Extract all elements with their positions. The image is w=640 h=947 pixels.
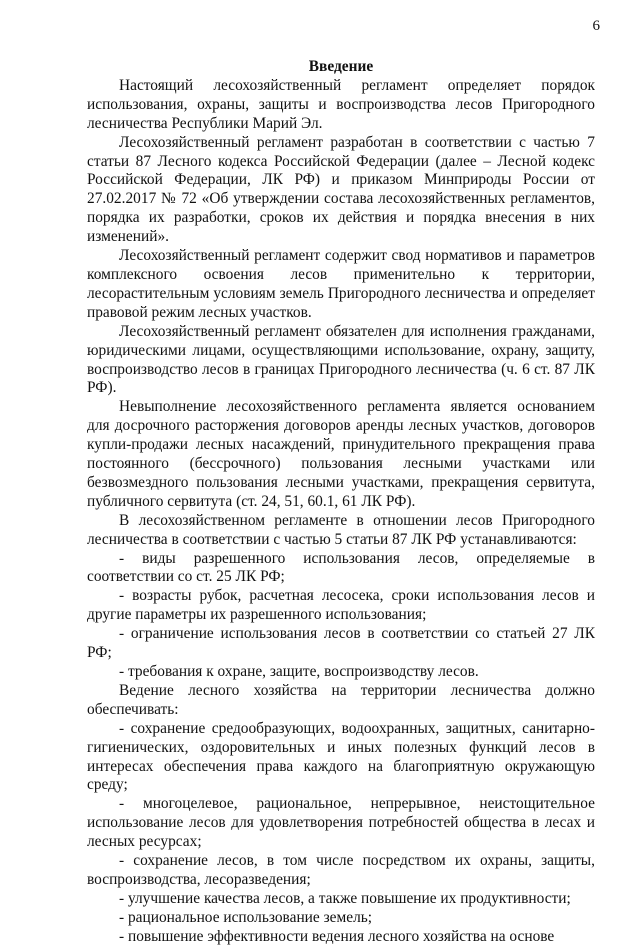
paragraph-obligation: Лесохозяйственный регламент обязателен для исполнения гражданами, юридическими лицами, осуществляющими использование, охрану, защиту, воспроизводство лесов в границах Пригородного лесничества (ч. 6 ст. 87 ЛК РФ). [87,322,595,397]
paragraph-violation: Невыполнение лесохозяйственного регламента является основанием для досрочного расторжения договоров аренды лесных участков, договоров купли-продажи лесных насаждений, принудительного прекращения права постоянного (бессрочного) пользования лесными участками или безвозмездного пользования лесными участками, прекращения сервитута, публичного сервитута (ст. 24, 51, 60.1, 61 ЛК РФ). [87,398,595,510]
document-body [87,58,595,947]
list-item: - виды разрешенного использования лесов, определяемые в соответствии со ст. 25 ЛК РФ; [87,549,595,586]
list-item: - многоцелевое, рациональное, непрерывное, неистощительное использование лесов для удовлетворения потребностей общества в лесах и лесных ресурсах; [87,795,595,851]
list-item: - ограничение использования лесов в соответствии со статьей 27 ЛК РФ; [87,625,595,662]
paragraph-intro: Настоящий лесохозяйственный регламент определяет порядок использования, охраны, защиты и воспроизводства лесов Пригородного лесничества Республики Марий Эл. [87,76,595,132]
page-number: 6 [592,18,600,34]
list-item: - сохранение средообразующих, водоохранных, защитных, санитарно-гигиенических, оздоровительных и иных полезных функций лесов в интересах обеспечения права каждого на благоприятную окружающую среду; [87,719,595,794]
paragraph-basis: Лесохозяйственный регламент разработан в соответствии с частью 7 статьи 87 Лесного кодекса Российской Федерации (далее – Лесной кодекс Российской Федерации, ЛК РФ) и приказом Минприроды России от 27.02.2017 № 72 «Об утверждении состава лесохозяйственных регламентов, порядка их разработки, сроков их действия и порядка внесения в них изменений». [87,133,595,246]
paragraph-management: Ведение лесного хозяйства на территории лесничества должно обеспечивать: [87,681,595,718]
list-item: - требования к охране, защите, воспроизводству лесов. [119,663,479,680]
paragraph-established: В лесохозяйственном регламенте в отношении лесов Пригородного лесничества в соответствии с частью 5 статьи 87 ЛК РФ устанавливаются: [87,511,595,548]
section-title: Введение [308,58,374,75]
list-item: - рациональное использование земель; [119,908,373,926]
list-item: - повышение эффективности ведения лесного хозяйства на основе [119,927,555,945]
list-item: - возрасты рубок, расчетная лесосека, сроки использования лесов и другие параметры их разрешенного использования; [87,587,595,624]
list-item: - улучшение качества лесов, а также повышение их продуктивности; [119,889,571,907]
list-item: - сохранение лесов, в том числе посредством их охраны, защиты, воспроизводства, лесоразведения; [87,852,595,888]
paragraph-contents: Лесохозяйственный регламент содержит свод нормативов и параметров комплексного освоения лесов применительно к территории, лесорастительным условиям земель Пригородного лесничества и определяет правовой режим лесных участков. [87,247,595,321]
